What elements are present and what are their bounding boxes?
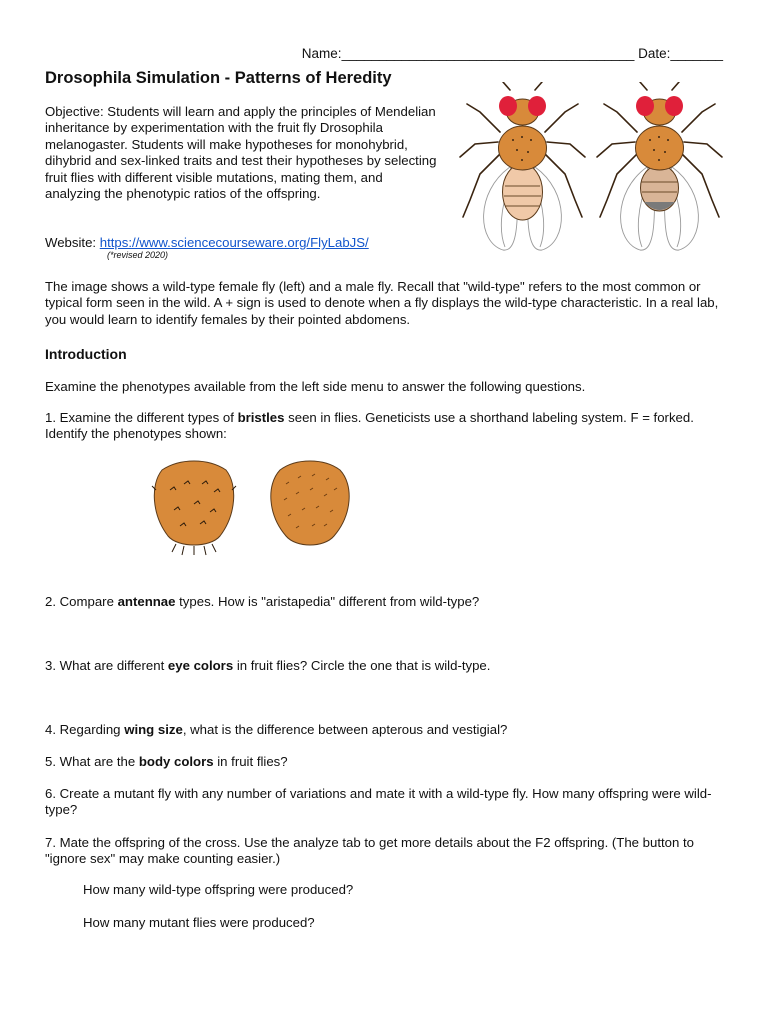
question-6: 6. Create a mutant fly with any number of variations and mate it with a wild-type fly. How many offspring were wild-type? bbox=[45, 786, 712, 818]
name-date-line bbox=[302, 46, 723, 61]
thorax-forked-bristles bbox=[150, 460, 238, 556]
name-label: Name: bbox=[301, 46, 342, 61]
question-7: 7. Mate the offspring of the cross. Use the analyze tab to get more details about the F2 offspring. (The button to "ignore sex" may make counting easier.) bbox=[45, 835, 695, 867]
objective-paragraph: Objective: Students will learn and apply the principles of Mendelian inheritance by experimentation with the fruit fly Drosophila melanogaster. Students will make hypotheses for monohybrid, dihybrid and sex-linked traits and test their hypotheses by selecting fruit flies with different visible mutations, mating them, and analyzing the phenotypic ratios of the offspring. bbox=[45, 104, 437, 202]
image-description: The image shows a wild-type female fly (left) and a male fly. Recall that "wild-type" refers to the most common or typical form seen in the wild. A + sign is used to denote when a fly displays the wild-type characteristic. In a real lab, you would learn to identify females by their pointed abdomens. bbox=[45, 279, 719, 327]
website-line bbox=[45, 235, 369, 251]
question-2: 2. Compare antennae types. How is "aristapedia" different from wild-type? bbox=[45, 594, 480, 609]
date-label: Date: bbox=[638, 46, 671, 61]
website-label: Website: bbox=[45, 235, 100, 250]
date-blank[interactable]: _______ bbox=[670, 46, 723, 61]
revised-note: (*revised 2020) bbox=[107, 250, 169, 260]
introduction-instructions: Examine the phenotypes available from the left side menu to answer the following questions. bbox=[45, 379, 586, 394]
thorax-wild-type-bristles bbox=[266, 460, 354, 556]
question-3: 3. What are different eye colors in fruit flies? Circle the one that is wild-type. bbox=[45, 658, 491, 673]
question-1: 1. Examine the different types of bristles seen in flies. Geneticists use a shorthand labeling system. F = forked. Identify the phenotypes shown: bbox=[45, 410, 694, 442]
fly-female-wild-type bbox=[455, 82, 590, 254]
fly-male bbox=[592, 82, 727, 254]
introduction-heading: Introduction bbox=[45, 346, 127, 362]
page-title: Drosophila Simulation - Patterns of Heredity bbox=[45, 69, 392, 87]
question-7b: How many mutant flies were produced? bbox=[83, 915, 315, 930]
question-7a: How many wild-type offspring were produced? bbox=[83, 882, 354, 897]
question-4: 4. Regarding wing size, what is the difference between apterous and vestigial? bbox=[45, 722, 508, 737]
question-5: 5. What are the body colors in fruit flies? bbox=[45, 754, 288, 769]
website-link[interactable]: https://www.sciencecourseware.org/FlyLabJS/ bbox=[99, 235, 369, 250]
name-blank[interactable]: _______________________________________ bbox=[341, 46, 635, 61]
